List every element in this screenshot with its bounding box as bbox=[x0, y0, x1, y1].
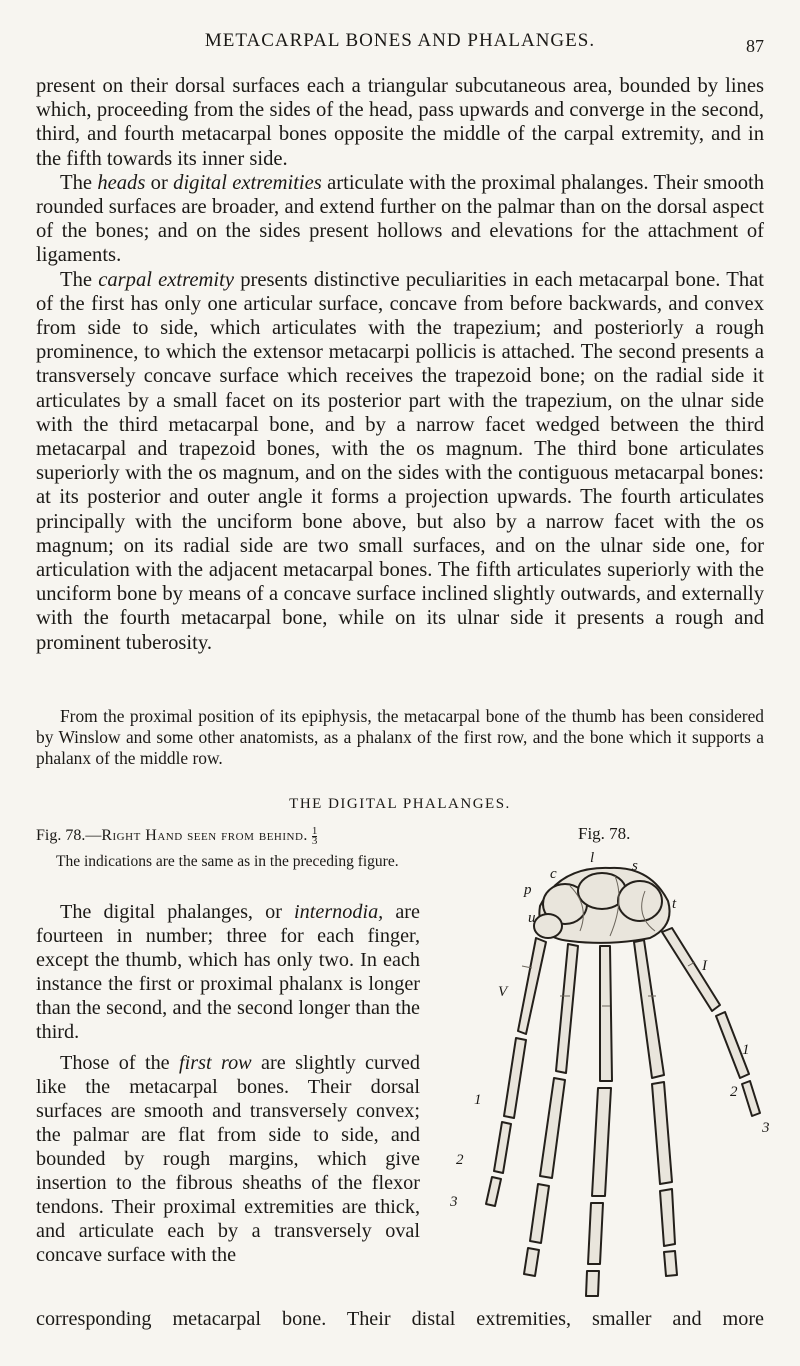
paragraph-continued: present on their dorsal surfaces each a triangular subcutaneous area, bounded by lines which, proceeding from the sides of the head, pass upwards and converge in the second, third, and fourth metacarpal bones opposite the middle of the carpal extremity, and in the fifth towards its inner side. bbox=[36, 75, 764, 170]
paragraph-continuation-line: corresponding metacarpal bone. Their distal extremities, smaller and more bbox=[36, 1308, 764, 1330]
term-carpal-extremity: carpal extremity bbox=[98, 268, 235, 291]
caption-note: The indications are the same as in the preceding figure. bbox=[56, 853, 399, 870]
running-title: METACARPAL BONES AND PHALANGES. bbox=[204, 30, 596, 51]
label-c: c bbox=[550, 866, 557, 882]
column-text bbox=[36, 900, 420, 1273]
metacarpal-5 bbox=[518, 938, 546, 1034]
label-l: l bbox=[590, 850, 595, 866]
main-text bbox=[36, 74, 764, 655]
metacarpal-4 bbox=[556, 944, 578, 1073]
label-V: V bbox=[498, 984, 508, 1000]
metacarpal-3 bbox=[600, 946, 612, 1081]
term-digital-extremities: digital extremities bbox=[173, 171, 322, 194]
small-print-note: From the proximal position of its epiphysis, the metacarpal bone of the thumb has been considered by Winslow and some other anatomists, as a phalanx of the first row, and the bone which it supports a phalanx of the middle row. bbox=[36, 706, 764, 768]
label-s: s bbox=[632, 858, 638, 874]
label-I: I bbox=[702, 958, 707, 974]
label-left-1: 1 bbox=[474, 1092, 482, 1108]
term-first-row: first row bbox=[179, 1051, 252, 1074]
label-right-3: 3 bbox=[762, 1120, 770, 1136]
caption-title: Right Hand seen from behind. bbox=[101, 827, 308, 844]
section-heading: THE DIGITAL PHALANGES. bbox=[289, 796, 511, 812]
label-p: p bbox=[524, 882, 532, 898]
label-t: t bbox=[672, 896, 677, 912]
hand-skeleton-figure bbox=[440, 846, 780, 1306]
paragraph-carpal-extremity: The carpal extremity presents distinctive peculiarities in each metacarpal bone. That of the first has only one articular surface, concave from before backwards, and convex from side to side, which articulates with the trapezium; and posteriorly a rough prominence, to which the extensor metacarpi pollicis is attached. The second presents a transversely concave surface which receives the trapezoid bone; on the radial side it articulates by a small facet on its posterior part with the trapezium, on the ulnar side with the third metacarpal bone, and by a narrow facet wedged between the third metacarpal and trapezoid bones, with the os magnum. The third bone articulates superiorly with the os magnum, and on the sides with the contiguous metacarpal bones: at its posterior and outer angle it forms a projection upwards. The fourth articulates principally with the unciform bone above, but also by a narrow facet with the os magnum; on its radial side are two small surfaces, and on the ulnar side one, for articulation with the adjacent metacarpal bones. The fifth articulates superiorly with the unciform bone by means of a concave surface inclined slightly outwards, and externally with the fourth metacarpal bone, while on its ulnar side it presents a rough and prominent tuberosity. bbox=[36, 268, 765, 654]
figure-caption bbox=[36, 826, 420, 846]
label-left-3: 3 bbox=[450, 1194, 458, 1210]
label-right-2: 2 bbox=[730, 1084, 738, 1100]
label-right-1: 1 bbox=[742, 1042, 750, 1058]
caption-label: Fig. 78.— bbox=[36, 827, 102, 844]
label-u: u bbox=[528, 910, 536, 926]
paragraph-first-row: Those of the first row are slightly curved like the metacarpal bones. Their dorsal surfaces are smooth and transversely convex; the palmar are flat from side to side, and bounded by rough margins, which give insertion to the fibrous sheaths of the flexor tendons. Their proximal extremities are thick, and articulate each by a transversely oval concave surface with the bbox=[36, 1051, 420, 1267]
scale-fraction: $\frac{1}{3}$ bbox=[311, 824, 318, 847]
figure-number: Fig. 78. bbox=[578, 824, 631, 843]
metacarpal-2 bbox=[634, 940, 664, 1078]
term-internodia: internodia, bbox=[294, 901, 384, 923]
label-left-2: 2 bbox=[456, 1152, 464, 1168]
page-number: 87 bbox=[746, 36, 764, 56]
page-header bbox=[36, 30, 764, 58]
hand-bones-illustration bbox=[440, 846, 780, 1306]
paragraph-heads: The heads or digital extremities articulate with the proximal phalanges. Their smooth rounded surfaces are broader, and extend further on the palmar than on the dorsal aspect of the bones; and on the sides present hollows and elevations for the attachment of ligaments. bbox=[36, 171, 765, 267]
metacarpal-1 bbox=[662, 928, 720, 1011]
term-heads: heads bbox=[97, 171, 146, 194]
paragraph-digital-phalanges: The digital phalanges, or internodia, are fourteen in number; three for each finger, except the thumb, which has only two. In each instance the first or proximal phalanx is longer than the second, and the second longer than the third. bbox=[36, 901, 420, 1044]
